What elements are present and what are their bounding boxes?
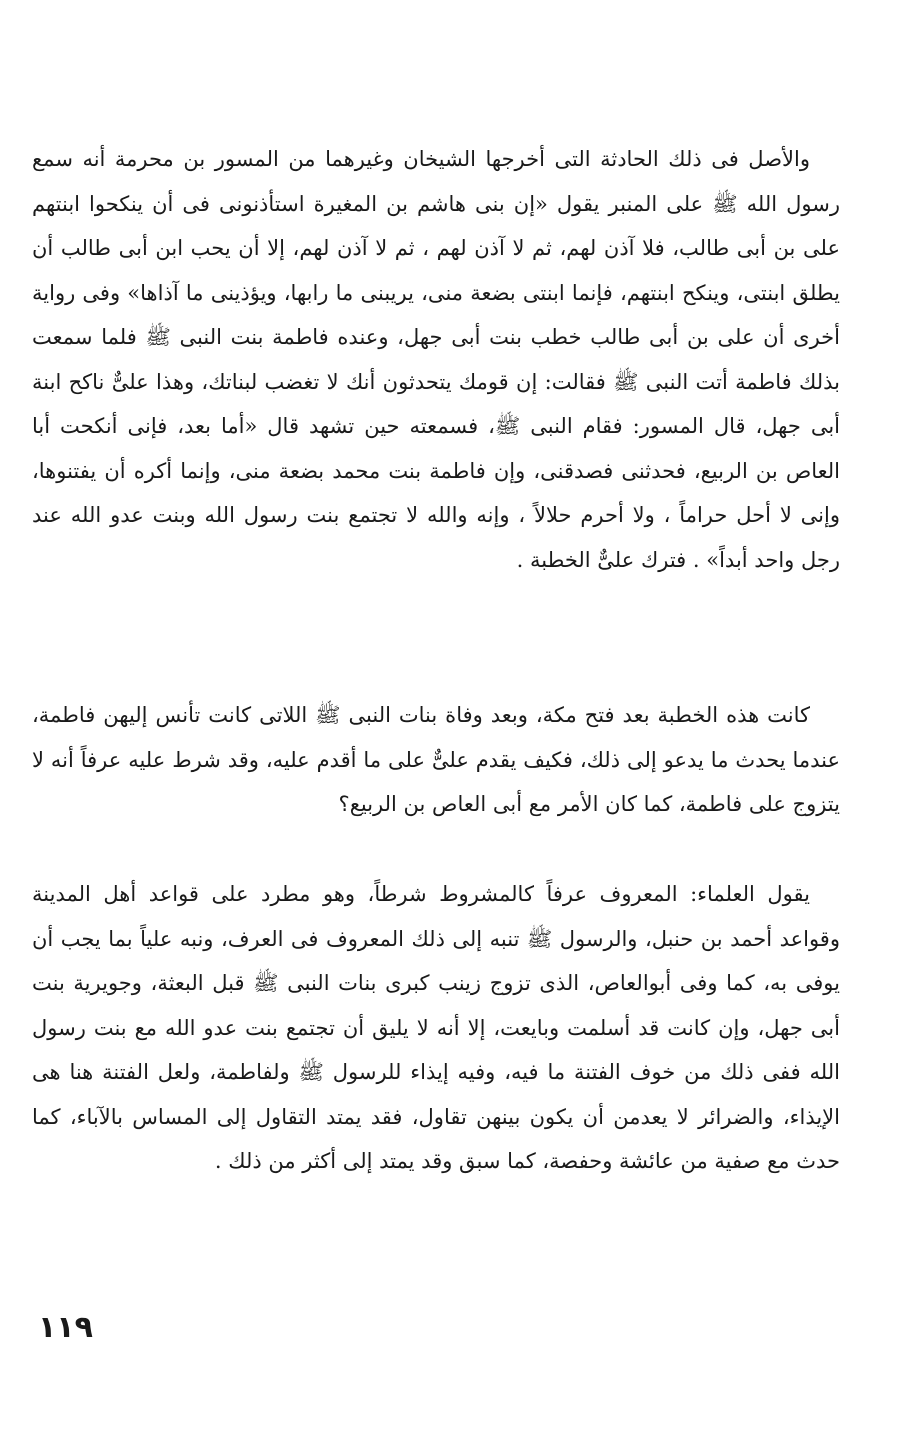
paragraph-hadith-account: والأصل فى ذلك الحادثة التى أخرجها الشيخان وغيرهما من المسور بن محرمة أنه سمع رسول الله ﷺ على المنبر يقول «إن بنى هاشم بن المغيرة استأذنونى فى أن ينكحوا ابنتهم على بن أبى طالب، فلا آذن لهم، ثم لا آذن لهم ، ثم لا آذن لهم، إلا أن يحب ابن أبى طالب أن يطلق ابنتى، وينكح ابنتهم، فإنما ابنتى بضعة منى، يريبنى ما رابها، ويؤذينى ما آذاها» وفى رواية أخرى أن على بن أبى طالب خطب بنت أبى جهل، وعنده فاطمة بنت النبى ﷺ فلما سمعت بذلك فاطمة أتت النبى ﷺ فقالت: إن قومك يتحدثون أنك لا تغضب لبناتك، وهذا علىٌّ ناكح ابنة أبى جهل، قال المسور: فقام النبى ﷺ، فسمعته حين تشهد قال «أما بعد، فإنى أنكحت أبا العاص بن الربيع، فحدثنى فصدقنى، وإن فاطمة بنت محمد بضعة منى، وإنما أكره أن يفتنوها، وإنى لا أحل حراماً ، ولا أحرم حلالاً ، وإنه والله لا تجتمع بنت رسول الله وبنت عدو الله عند رجل واحد أبداً» . فترك علىٌّ الخطبة . [32,147,840,572]
paragraph-khutba-timing: كانت هذه الخطبة بعد فتح مكة، وبعد وفاة بنات النبى ﷺ اللاتى كانت تأنس إليهن فاطمة، عندما يحدث ما يدعو إلى ذلك، فكيف يقدم علىٌّ على ما أقدم عليه، وقد شرط عليه عرفاً أنه لا يتزوج على فاطمة، كما كان الأمر مع أبى العاص بن الربيع؟ [32,703,840,816]
paragraph-scholars-view: يقول العلماء: المعروف عرفاً كالمشروط شرطاً، وهو مطرد على قواعد أهل المدينة وقواعد أحمد بن حنبل، والرسول ﷺ تنبه إلى ذلك المعروف فى العرف، ونبه علياً بما يجب أن يوفى به، كما وفى أبوالعاص، الذى تزوج زينب كبرى بنات النبى ﷺ قبل البعثة، وجويرية بنت أبى جهل، وإن كانت قد أسلمت وبايعت، إلا أنه لا يليق أن تجتمع بنت عدو الله مع بنت رسول الله ففى ذلك من خوف الفتنة ما فيه، وفيه إيذاء للرسول ﷺ ولفاطمة، ولعل الفتنة هنا هى الإيذاء، والضرائر لا يعدمن أن يكون بينهن تقاول، فقد يمتد التقاول إلى المساس بالآباء، كما حدث مع صفية من عائشة وحفصة، كما سبق وقد يمتد إلى أكثر من ذلك . [32,882,840,1173]
page-number: ١١٩ [38,1310,93,1345]
